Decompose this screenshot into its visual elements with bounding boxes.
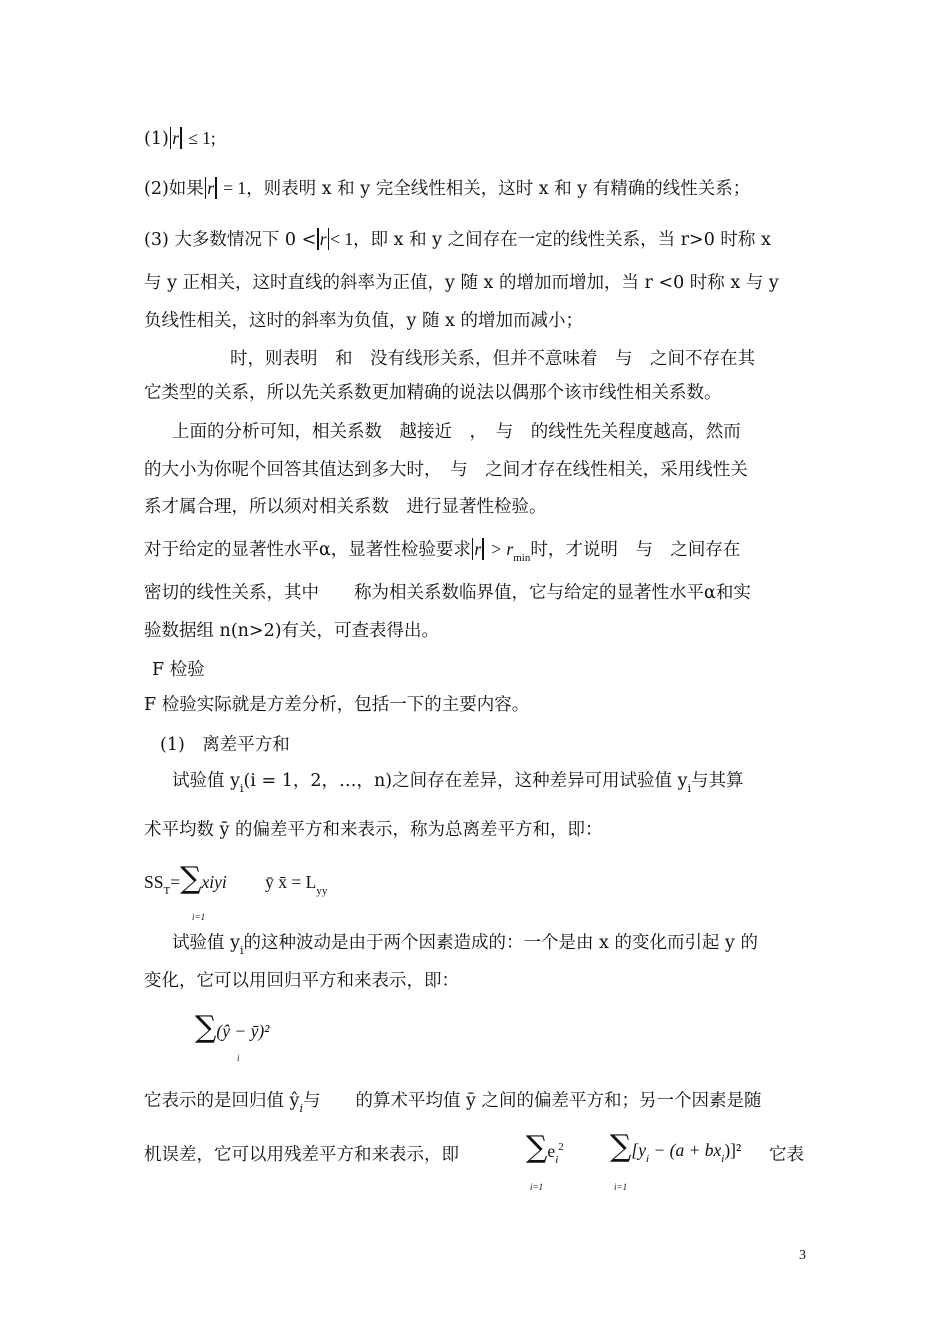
significance-tail: 时，才说明 与 之间存在 [530, 540, 741, 560]
subscript: yy [316, 885, 328, 897]
expr: xiyi [201, 872, 227, 892]
r-var: r [319, 229, 327, 249]
abs-bar-left [317, 228, 319, 250]
subscript: i [239, 944, 244, 957]
r-var: r [474, 539, 482, 559]
significance-line [144, 536, 740, 571]
paragraph-line: 验数据组 n(n>2)有关，可查表得出。 [144, 621, 440, 641]
paragraph-line: 负线性相关，这时的斜率为负值，y 随 x 的增加而减小； [144, 311, 583, 331]
abs-bar-right [180, 127, 182, 149]
text: 它表 [769, 1145, 804, 1165]
e-var: e [547, 1140, 556, 1161]
eq-one: = 1 [223, 178, 247, 198]
text: 它表示的是回归值 ŷ [144, 1091, 300, 1111]
text: 与 的算术平均值 ȳ 之间的偏差平方和；另一个因素是随 [302, 1091, 762, 1111]
regression-sum-formula [195, 1010, 270, 1063]
abs-bar-right [482, 538, 484, 560]
sigma-icon: ∑ [180, 861, 202, 896]
text: 的这种波动是由于两个因素造成的：一个是由 x 的变化而引起 y 的 [243, 933, 758, 953]
residual-line [144, 1129, 804, 1192]
section-heading-f-test: F 检验 [152, 660, 205, 680]
subscript: i [555, 1153, 559, 1166]
page-number: 3 [799, 1248, 806, 1263]
subscript: i [239, 782, 244, 795]
sum-limit: i=1 [614, 1182, 628, 1192]
prop-2 [144, 175, 750, 202]
expr: )]² [724, 1140, 742, 1160]
prop-3-text: ，即 x 和 y 之间存在一定的线性关系，当 r>0 时称 x [353, 230, 771, 250]
paragraph-line: 密切的线性关系，其中 称为相关系数临界值，它与给定的显著性水平α和实 [144, 583, 751, 603]
abs-bar-right [215, 177, 217, 199]
min-subscript: min [513, 552, 531, 564]
abs-bar-right [328, 228, 330, 250]
sigma-icon: ∑ [610, 1129, 632, 1164]
residual-sum-e [526, 1129, 564, 1192]
paragraph-line: 变化，它可以用回归平方和来表示，即： [144, 971, 459, 991]
subscript: i [299, 1102, 303, 1115]
paragraph-line [172, 930, 758, 964]
text: 试验值 y [172, 933, 240, 953]
text: 机误差，它可以用残差平方和来表示，即 [144, 1145, 459, 1165]
residual-sum-expr [610, 1129, 742, 1192]
prop-2-text: ，则表明 x 和 y 完全线性相关，这时 x 和 y 有精确的线性关系； [246, 179, 751, 199]
paragraph-line: 它类型的关系，所以先关系数更加精确的说法以偶那个该市线性相关系数。 [144, 383, 722, 403]
paragraph-line: 上面的分析可知，相关系数 越接近 ， 与 的线性先关程度越高，然而 [172, 422, 741, 442]
prop-3 [144, 226, 771, 253]
prop-1-ineq: ≤ 1; [188, 128, 216, 148]
sigma-icon: ∑ [195, 1010, 217, 1045]
lt-one: < 1 [330, 229, 354, 249]
sigma-icon: ∑ [526, 1129, 548, 1165]
superscript: 2 [558, 1141, 564, 1153]
subscript: i [646, 1153, 650, 1165]
prop-3-label: (3) 大多数情况下 0 < [144, 230, 317, 250]
gt-rmin: > r [490, 539, 514, 559]
expr: − (a + bx [649, 1140, 722, 1160]
text: (i = 1，2，…，n)之间存在差异，这种差异可用试验值 y [243, 771, 688, 791]
text: 试验值 y [172, 771, 240, 791]
lyy-expr: ȳ x̄ = L [265, 872, 317, 892]
subscript: T [163, 885, 171, 897]
subscript: i [237, 1053, 240, 1063]
subheading: (1) 离差平方和 [160, 735, 290, 755]
paragraph-line: 时，则表明 和 没有线形关系，但并不意味着 与 之间不存在其 [230, 349, 755, 369]
paragraph-line: 与 y 正相关，这时直线的斜率为正值，y 随 x 的增加而增加，当 r <0 时称 x 与 y [144, 273, 779, 293]
sum-limit: i=1 [530, 1182, 544, 1192]
subscript: i [687, 782, 692, 795]
prop-2-label: (2)如果 [144, 179, 204, 199]
paragraph-line: F 检验实际就是方差分析，包括一下的主要内容。 [144, 695, 530, 715]
sst-label: SS [144, 872, 164, 892]
prop-1 [144, 125, 216, 152]
significance-text: 对于给定的显著性水平α，显著性检验要求 [144, 540, 471, 560]
r-var: r [207, 178, 215, 198]
paragraph-line [172, 768, 744, 802]
paragraph-line: 系才属合理，所以须对相关系数 进行显著性检验。 [144, 497, 547, 517]
equals: = [170, 872, 181, 892]
paragraph-line: 术平均数 ȳ 的偏差平方和来表示，称为总离差平方和，即： [144, 820, 603, 840]
paragraph-line [144, 1088, 762, 1122]
sst-formula [144, 861, 328, 922]
prop-1-label: (1) [144, 129, 169, 149]
sum-limit: i=1 [192, 912, 206, 922]
expr: (ŷ − ȳ)² [216, 1021, 270, 1041]
r-var: r [172, 128, 180, 148]
expr: [y [631, 1140, 646, 1160]
subscript: i [721, 1153, 725, 1165]
text: 与其算 [691, 771, 744, 791]
paragraph-line: 的大小为你呢个回答其值达到多大时， 与 之间才存在线性相关，采用线性关 [144, 460, 748, 480]
